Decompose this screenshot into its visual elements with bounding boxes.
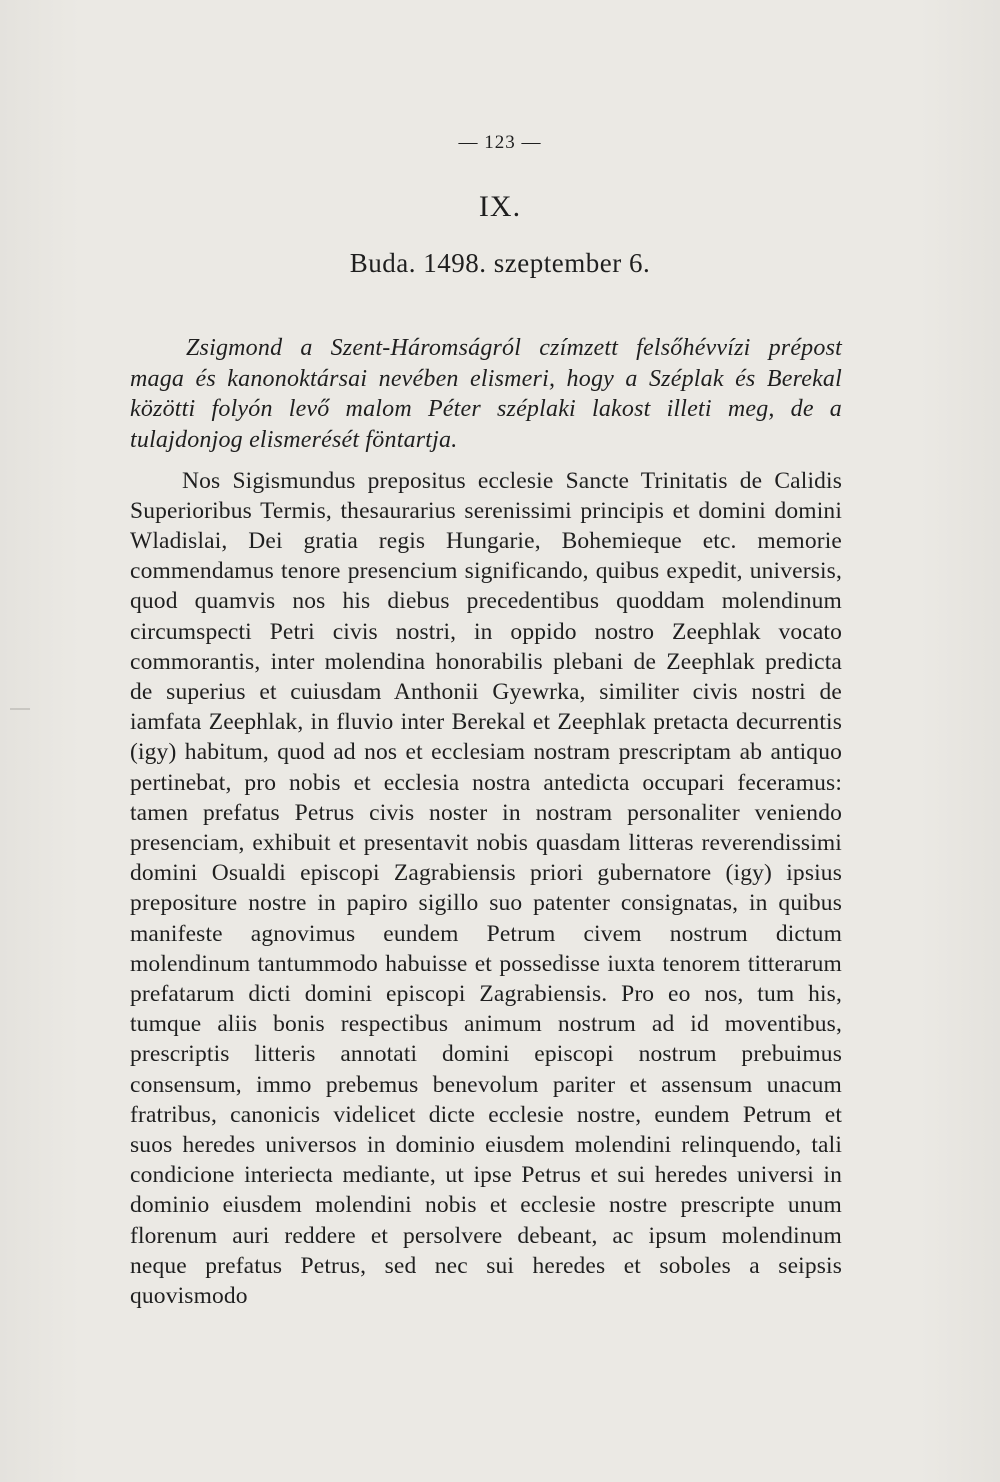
hungarian-summary: Zsigmond a Szent-Háromságról czímzett felsőhévvízi prépost maga és kanonoktársai nevében elismeri, hogy a Széplak és Berekal közötti folyón levő malom Péter széplaki lakost illeti meg, de a tulajdonjog elismerését föntartja. bbox=[130, 335, 842, 453]
page-number: — 123 — bbox=[458, 132, 542, 153]
date-heading: Buda. 1498. szeptember 6. bbox=[349, 248, 651, 278]
scan-artifact bbox=[10, 708, 30, 710]
section-number: IX. bbox=[478, 190, 522, 223]
latin-charter-text: Nos Sigismundus prepositus ecclesie Sancte Trinitatis de Calidis Superioribus Termis, thesaurarius serenissimi principis et domini domini Wladislai, Dei gratia regis Hungarie, Bohemieque etc. memorie commendamus tenore presencium significando, quibus expedit, universis, quod quamvis nos his diebus precedentibus quoddam molendinum circumspecti Petri civis nostri, in oppido nostro Zeephlak vocato commorantis, inter molendina honorabilis plebani de Zeephlak predicta de superius et cuiusdam Anthonii Gyewrka, similiter civis nostri de iamfata Zeephlak, in fluvio inter Berekal et Zeephlak pretacta decurrentis (igy) habitum, quod ad nos et ecclesiam nostram prescriptam ab antiquo pertinebat, pro nobis et ecclesia nostra antedicta occupari feceramus: tamen prefatus Petrus civis noster in nostram personaliter veniendo presenciam, exhibuit et presentavit nobis quasdam litteras reverendissimi domini Osualdi episcopi Zagrabiensis priori gubernatore (igy) ipsius prepositure nostre in papiro sigillo suo patenter consignatas, in quibus manifeste agnovimus eundem Petrum civem nostrum dictum molendinum tantummodo habuisse et possedisse iuxta tenorem titterarum prefatarum dicti domini episcopi Zagrabiensis. Pro eo nos, tum his, tumque aliis bonis respectibus animum nostrum ad id moventibus, prescriptis litteris annotati domini episcopi nostrum prebuimus consensum, immo prebemus benevolum pariter et assensum unacum fratribus, canonicis videlicet dicte ecclesie nostre, eundem Petrum et suos heredes universos in dominio eiusdem molendini relinquendo, tali condicione interiecta mediante, ut ipse Petrus et sui heredes universi in dominio eiusdem molendini nobis et ecclesie nostre prescripte unum florenum auri reddere et persolvere debeant, ac ipsum molendinum neque prefatus Petrus, sed nec sui heredes et soboles a seipsis quovismodo bbox=[130, 467, 842, 1309]
